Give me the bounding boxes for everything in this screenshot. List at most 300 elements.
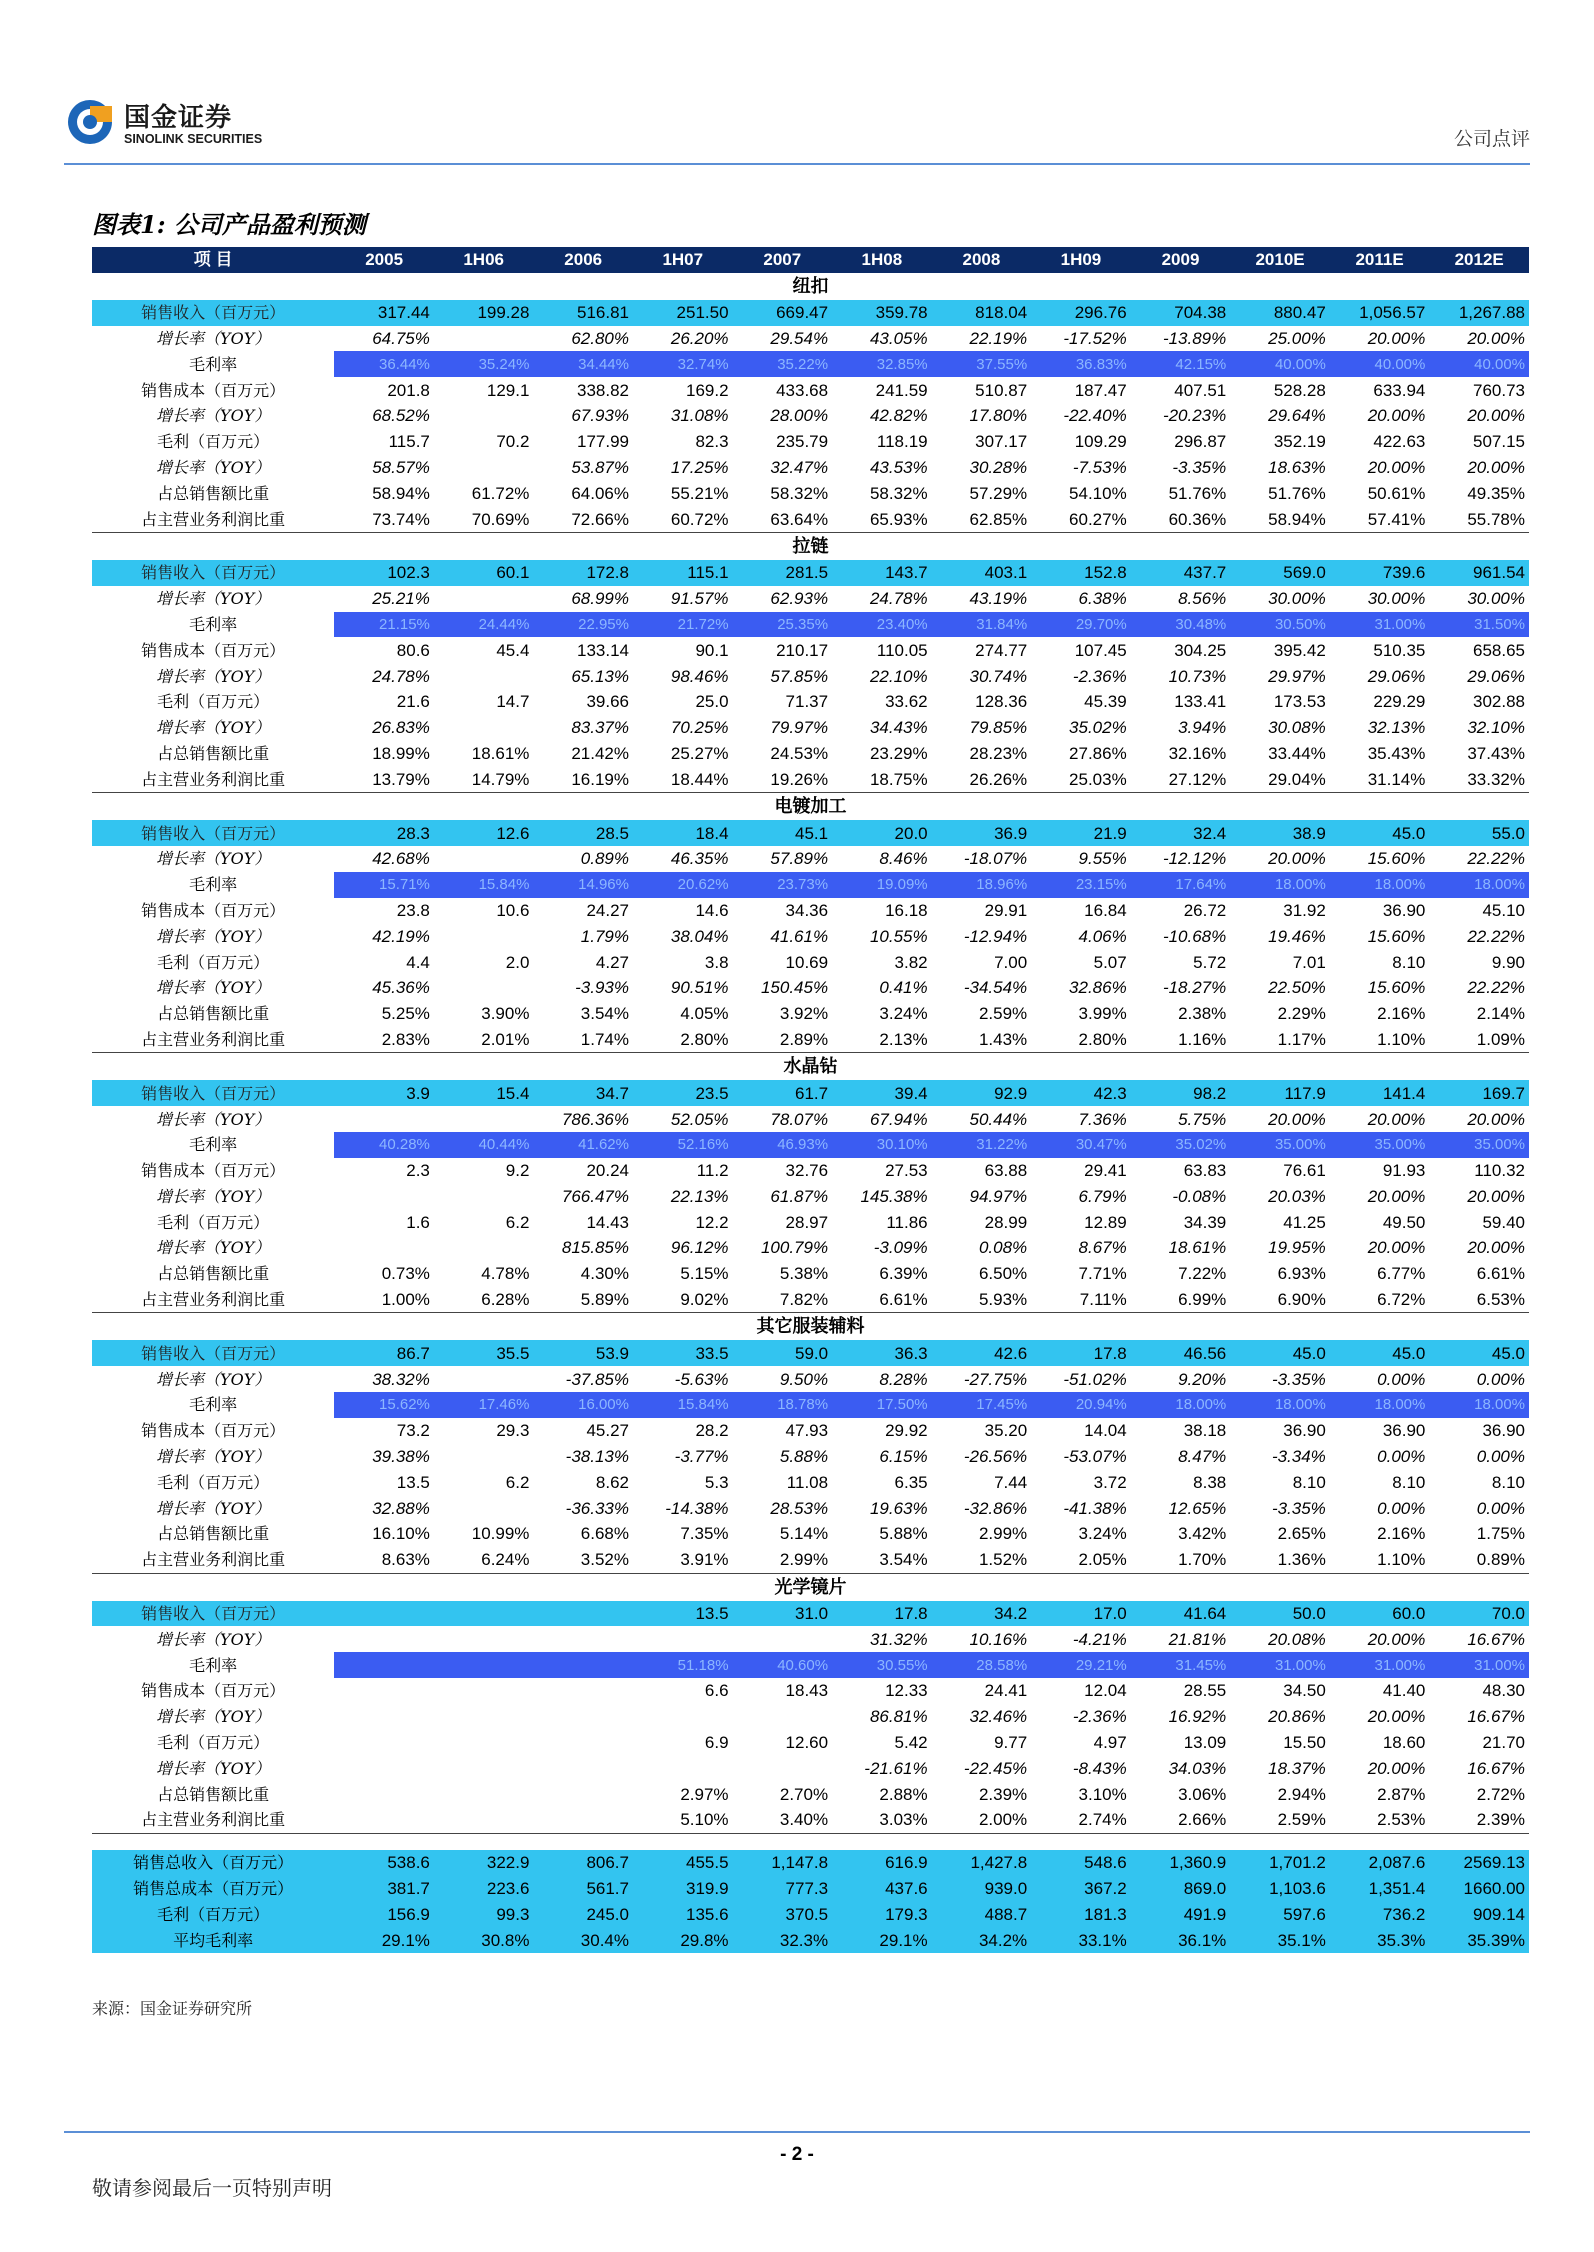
column-header-1h07: 1H07 [633, 247, 733, 273]
data-cell: 0.00% [1377, 1447, 1426, 1467]
data-cell: 17.46% [434, 1392, 534, 1418]
row-label: 毛利率 [92, 351, 334, 377]
data-cell: 42.19% [372, 926, 430, 946]
row-label: 毛利率 [92, 872, 334, 898]
data-cell: 51.76% [1168, 483, 1227, 503]
data-cell: 6.2 [505, 1472, 530, 1492]
data-cell: 24.78% [869, 589, 928, 609]
data-cell: 15.84% [633, 1392, 733, 1418]
data-cell: 31.50% [1429, 612, 1529, 638]
summary-cell: 29.8% [633, 1927, 733, 1953]
table-row [92, 1001, 1529, 1027]
table-row [92, 975, 1529, 1001]
data-cell: 67.94% [869, 1109, 928, 1129]
data-cell: 28.3 [334, 820, 434, 846]
column-header-2008: 2008 [932, 247, 1032, 273]
data-cell: 3.03% [832, 1807, 932, 1833]
table-row [92, 1261, 1529, 1287]
data-cell: 9.90 [1491, 952, 1525, 972]
data-cell: 13.79% [334, 766, 434, 792]
data-cell [434, 1184, 534, 1210]
data-cell: 9.2 [505, 1161, 530, 1181]
data-cell: 33.5 [633, 1340, 733, 1366]
data-cell: 17.80% [969, 406, 1028, 426]
data-cell: 20.00% [1367, 1707, 1426, 1727]
data-cell: 8.47% [1178, 1447, 1227, 1467]
data-cell: 31.00% [1230, 1652, 1330, 1678]
data-cell [334, 1184, 434, 1210]
summary-cell: 223.6 [434, 1876, 534, 1902]
data-cell: 28.00% [770, 406, 829, 426]
data-cell: 30.48% [1131, 612, 1231, 638]
table-row [92, 1106, 1529, 1132]
data-cell: -3.35% [1172, 457, 1227, 477]
summary-cell: 35.1% [1230, 1927, 1330, 1953]
data-cell: 24.78% [372, 666, 430, 686]
data-cell: 7.36% [1078, 1109, 1127, 1129]
data-cell: 14.6 [695, 900, 729, 920]
data-cell: -3.77% [674, 1447, 729, 1467]
data-cell: 55.0 [1429, 820, 1529, 846]
data-cell: 18.78% [733, 1392, 833, 1418]
table-row [92, 741, 1529, 767]
summary-cell: 491.9 [1131, 1901, 1231, 1927]
summary-cell: 597.6 [1230, 1901, 1330, 1927]
data-cell: 5.75% [1178, 1109, 1227, 1129]
data-cell: 2.97% [680, 1784, 729, 1804]
data-cell: -18.07% [963, 849, 1028, 869]
data-cell: 45.36% [372, 978, 430, 998]
data-cell: 42.3 [1031, 1080, 1131, 1106]
data-cell: 32.16% [1168, 743, 1227, 763]
data-cell: 510.35 [1373, 640, 1426, 660]
data-cell: 59.0 [733, 1340, 833, 1366]
data-cell: 6.53% [1429, 1287, 1529, 1313]
data-cell: 8.63% [334, 1547, 434, 1573]
data-cell: 17.50% [832, 1392, 932, 1418]
data-cell: 73.74% [334, 506, 434, 532]
summary-cell: 1,351.4 [1330, 1876, 1430, 1902]
data-cell: 7.00 [994, 952, 1028, 972]
data-cell: 40.28% [334, 1132, 434, 1158]
data-cell: 12.60 [785, 1733, 829, 1753]
section-title: 水晶钻 [783, 1056, 838, 1077]
data-cell: 20.00% [1367, 1758, 1426, 1778]
data-cell [733, 1704, 833, 1730]
row-label: 增长率（YOY） [156, 1369, 271, 1389]
data-cell: 36.83% [1031, 351, 1131, 377]
data-cell: 17.8 [832, 1601, 932, 1627]
data-cell: 34.44% [533, 351, 633, 377]
row-label: 占总销售额比重 [157, 743, 270, 763]
data-cell: 152.8 [1031, 560, 1131, 586]
document-type: 公司点评 [1453, 128, 1530, 150]
data-cell: 110.32 [1474, 1161, 1525, 1181]
summary-cell: 319.9 [633, 1876, 733, 1902]
data-cell: 36.90 [1382, 900, 1426, 920]
data-cell: -34.54% [963, 978, 1028, 998]
data-cell [334, 1755, 434, 1781]
column-header-2006: 2006 [533, 247, 633, 273]
data-cell: 8.62 [595, 1472, 629, 1492]
data-cell [533, 1781, 633, 1807]
table-row [92, 820, 1529, 846]
data-cell: 352.19 [1273, 432, 1326, 452]
data-cell: 35.00% [1429, 1132, 1529, 1158]
summary-cell: 561.7 [533, 1876, 633, 1902]
data-cell: 29.06% [1367, 666, 1426, 686]
data-cell: 8.46% [879, 849, 928, 869]
data-cell: 815.85% [561, 1238, 629, 1258]
data-cell: 30.00% [1467, 589, 1525, 609]
data-cell: 338.82 [576, 380, 629, 400]
data-cell: 2.53% [1330, 1807, 1430, 1833]
data-cell: 5.93% [932, 1287, 1032, 1313]
data-cell: 117.9 [1230, 1080, 1330, 1106]
summary-cell: 381.7 [334, 1876, 434, 1902]
data-cell: 14.43 [586, 1212, 629, 1232]
table-row [92, 403, 1529, 429]
data-cell: -22.45% [963, 1758, 1028, 1778]
data-cell: 65.93% [832, 506, 932, 532]
data-cell: 17.64% [1131, 872, 1231, 898]
data-cell: 22.19% [969, 328, 1028, 348]
data-cell: 2.65% [1277, 1524, 1326, 1544]
summary-cell: 1,360.9 [1131, 1850, 1231, 1876]
data-cell: 50.61% [1367, 483, 1426, 503]
data-cell: 0.89% [1429, 1547, 1529, 1573]
column-header-1h06: 1H06 [434, 247, 534, 273]
data-cell: 60.72% [633, 506, 733, 532]
data-cell: 29.92 [885, 1421, 928, 1441]
data-cell: 18.00% [1330, 1392, 1430, 1418]
summary-cell: 2569.13 [1429, 1850, 1529, 1876]
data-cell: 90.51% [670, 978, 729, 998]
data-cell: -3.35% [1271, 1498, 1326, 1518]
data-cell: -14.38% [665, 1498, 729, 1518]
row-label: 毛利率 [92, 612, 334, 638]
data-cell: 62.80% [571, 328, 629, 348]
data-cell: 27.12% [1131, 766, 1231, 792]
data-cell: 12.65% [1168, 1498, 1227, 1518]
data-cell: 961.54 [1429, 560, 1529, 586]
data-cell: 199.28 [434, 300, 534, 326]
footer-divider [64, 2131, 1530, 2133]
data-cell: 65.13% [571, 666, 629, 686]
data-cell: 13.5 [633, 1601, 733, 1627]
data-cell: 15.84% [434, 872, 534, 898]
data-cell: 15.71% [334, 872, 434, 898]
summary-cell: 29.1% [334, 1927, 434, 1953]
data-cell: 18.4 [633, 820, 733, 846]
data-cell: 20.00% [1268, 849, 1326, 869]
data-cell: 210.17 [776, 640, 829, 660]
data-cell: 8.38 [1193, 1472, 1227, 1492]
data-cell: 36.90 [1482, 1421, 1525, 1441]
spacer-row [92, 1833, 1529, 1850]
data-cell: 26.83% [372, 718, 430, 738]
data-cell: 10.73% [1168, 666, 1227, 686]
data-cell: 55.78% [1429, 506, 1529, 532]
data-cell [434, 1807, 534, 1833]
data-cell: 6.68% [580, 1524, 629, 1544]
data-cell: 91.57% [670, 589, 729, 609]
data-cell: 53.9 [533, 1340, 633, 1366]
data-cell: 45.10 [1482, 900, 1525, 920]
data-cell: 21.15% [334, 612, 434, 638]
data-cell: 57.29% [969, 483, 1028, 503]
data-cell: 83.37% [571, 718, 629, 738]
data-cell: 26.72 [1183, 900, 1227, 920]
data-cell: 67.93% [571, 406, 629, 426]
data-cell: 35.20 [984, 1421, 1028, 1441]
data-cell: 133.14 [576, 640, 629, 660]
data-cell: 1.09% [1429, 1027, 1529, 1053]
summary-cell: 1,427.8 [932, 1850, 1032, 1876]
spacer-cell [92, 1833, 1529, 1850]
summary-cell: 156.9 [334, 1901, 434, 1927]
data-cell: 18.00% [1429, 872, 1529, 898]
data-cell: 3.92% [779, 1004, 829, 1024]
data-cell: 61.7 [733, 1080, 833, 1106]
data-cell: -8.43% [1072, 1758, 1127, 1778]
data-cell: 23.73% [733, 872, 833, 898]
data-cell: 177.99 [576, 432, 629, 452]
data-cell: 407.51 [1174, 380, 1227, 400]
summary-cell: 777.3 [733, 1876, 833, 1902]
data-cell: 9.55% [1078, 849, 1127, 869]
data-cell: 45.4 [496, 640, 530, 660]
data-cell: 516.81 [533, 300, 633, 326]
data-cell: 128.36 [975, 692, 1028, 712]
data-cell [434, 1366, 534, 1392]
table-row [92, 1080, 1529, 1106]
data-cell [334, 1781, 434, 1807]
column-header-2011e: 2011E [1330, 247, 1430, 273]
data-cell: 22.22% [1467, 926, 1525, 946]
data-cell: 6.28% [434, 1287, 534, 1313]
data-cell: 2.83% [334, 1027, 434, 1053]
table-row [92, 1418, 1529, 1444]
data-cell: 16.92% [1168, 1707, 1227, 1727]
data-cell: 23.15% [1031, 872, 1131, 898]
data-cell: 129.1 [486, 380, 530, 400]
data-cell: 2.00% [932, 1807, 1032, 1833]
data-cell: 3.10% [1078, 1784, 1127, 1804]
data-cell: 24.41 [984, 1681, 1028, 1701]
data-cell: 2.66% [1131, 1807, 1231, 1833]
data-cell: 201.8 [387, 380, 430, 400]
data-cell: 33.44% [1268, 743, 1326, 763]
data-cell: 7.01 [1292, 952, 1326, 972]
data-cell: -2.36% [1072, 1707, 1127, 1727]
summary-cell: 437.6 [832, 1876, 932, 1902]
data-cell: 3.24% [879, 1004, 928, 1024]
data-cell: 68.52% [372, 406, 430, 426]
row-label: 增长率（YOY） [156, 1758, 271, 1778]
data-cell: -3.34% [1271, 1447, 1326, 1467]
data-cell: 1.6 [406, 1212, 430, 1232]
data-cell [434, 1678, 534, 1704]
data-cell: 72.66% [533, 506, 633, 532]
data-cell: 2.05% [1031, 1547, 1131, 1573]
data-cell [434, 1626, 534, 1652]
section-title: 纽扣 [792, 275, 829, 296]
summary-cell: 34.2% [932, 1927, 1032, 1953]
summary-cell: 806.7 [533, 1850, 633, 1876]
row-label: 占总销售额比重 [157, 1784, 270, 1804]
data-cell: 21.70 [1482, 1733, 1525, 1753]
data-cell: 86.7 [334, 1340, 434, 1366]
data-cell: 1,056.57 [1330, 300, 1430, 326]
data-cell: 1,267.88 [1429, 300, 1529, 326]
data-cell: 36.90 [1283, 1421, 1326, 1441]
data-cell: 2.39% [978, 1784, 1028, 1804]
data-cell: 60.27% [1031, 506, 1131, 532]
table-row [92, 1469, 1529, 1495]
table-row [92, 480, 1529, 506]
data-cell: 5.10% [633, 1807, 733, 1833]
data-cell: 25.21% [372, 589, 430, 609]
table-row [92, 351, 1529, 377]
data-cell: 31.14% [1330, 766, 1430, 792]
data-cell: 3.54% [832, 1547, 932, 1573]
data-cell [434, 975, 534, 1001]
summary-row [92, 1850, 1529, 1876]
data-cell: 29.41 [1084, 1161, 1127, 1181]
data-cell: 46.56 [1131, 1340, 1231, 1366]
data-cell: 5.38% [779, 1264, 829, 1284]
row-label: 增长率（YOY） [156, 1238, 271, 1258]
data-cell: 173.53 [1273, 692, 1326, 712]
table-row [92, 689, 1529, 715]
data-cell: 118.19 [876, 432, 928, 452]
data-cell: 52.16% [633, 1132, 733, 1158]
data-cell: 13.09 [1183, 1733, 1227, 1753]
data-cell [733, 1755, 833, 1781]
data-cell: 32.88% [372, 1498, 430, 1518]
data-cell: 658.65 [1473, 640, 1525, 660]
data-cell: -21.61% [864, 1758, 928, 1778]
summary-cell: 1,147.8 [733, 1850, 833, 1876]
section-title-row [92, 793, 1529, 821]
data-cell: 42.15% [1131, 351, 1231, 377]
data-cell: 107.45 [1074, 640, 1127, 660]
data-cell: 32.85% [832, 351, 932, 377]
data-cell: 7.11% [1031, 1287, 1131, 1313]
data-cell: 15.60% [1367, 926, 1426, 946]
table-row [92, 1781, 1529, 1807]
data-cell: 8.56% [1178, 589, 1227, 609]
data-cell: 8.10 [1491, 1472, 1525, 1492]
data-cell: 62.85% [932, 506, 1032, 532]
data-cell: 20.00% [1467, 1109, 1525, 1129]
data-cell: 5.15% [680, 1264, 729, 1284]
data-cell: 35.02% [1069, 718, 1127, 738]
data-cell: 70.69% [434, 506, 534, 532]
data-cell: 818.04 [932, 300, 1032, 326]
data-cell: 28.55 [1183, 1681, 1227, 1701]
data-cell [533, 1755, 633, 1781]
data-cell: 20.00% [1467, 328, 1525, 348]
data-cell: -7.53% [1072, 457, 1127, 477]
data-cell: 41.25 [1283, 1212, 1326, 1232]
data-cell: -18.27% [1162, 978, 1227, 998]
data-cell: 229.29 [1373, 692, 1426, 712]
data-cell: 32.47% [770, 457, 829, 477]
data-cell: 57.85% [770, 666, 829, 686]
data-cell: 73.2 [396, 1421, 430, 1441]
data-cell: 70.2 [496, 432, 530, 452]
data-cell: 359.78 [832, 300, 932, 326]
table-row [92, 1704, 1529, 1730]
data-cell [434, 923, 534, 949]
data-cell: 32.74% [633, 351, 733, 377]
table-row [92, 1287, 1529, 1313]
data-cell: 21.81% [1168, 1629, 1227, 1649]
data-cell: 10.16% [969, 1629, 1028, 1649]
data-cell: 28.2 [695, 1421, 729, 1441]
data-cell: 235.79 [776, 432, 829, 452]
data-cell: 52.05% [670, 1109, 729, 1129]
data-cell: 96.12% [670, 1238, 729, 1258]
data-cell: 510.87 [975, 380, 1028, 400]
data-cell: 2.14% [1476, 1004, 1525, 1024]
section-title: 其它服装辅料 [756, 1316, 865, 1337]
data-cell: 5.3 [704, 1472, 729, 1492]
data-cell: 27.53 [885, 1161, 928, 1181]
table-row [92, 766, 1529, 792]
summary-cell: 30.4% [533, 1927, 633, 1953]
data-cell: 34.7 [533, 1080, 633, 1106]
data-cell: 2.0 [505, 952, 530, 972]
data-cell: 2.80% [1031, 1027, 1131, 1053]
data-cell: 15.60% [1367, 849, 1426, 869]
data-cell: 90.1 [695, 640, 729, 660]
data-cell [334, 1235, 434, 1261]
logo-chinese-name: 国金证券 [124, 103, 233, 133]
data-cell: 17.25% [670, 457, 729, 477]
data-cell: 20.00% [1367, 1238, 1426, 1258]
data-cell: 2.38% [1178, 1004, 1227, 1024]
data-cell: 0.00% [1476, 1447, 1525, 1467]
summary-cell: 245.0 [533, 1901, 633, 1927]
row-label: 销售收入（百万元） [92, 300, 334, 326]
data-cell: 7.82% [733, 1287, 833, 1313]
data-cell: 70.25% [670, 718, 729, 738]
data-cell: -12.12% [1162, 849, 1227, 869]
data-cell: 64.06% [571, 483, 629, 503]
summary-cell: 99.3 [434, 1901, 534, 1927]
data-cell: 2.99% [978, 1524, 1028, 1544]
data-cell: 633.94 [1373, 380, 1426, 400]
data-cell [434, 1730, 534, 1756]
data-cell: 9.50% [779, 1369, 829, 1389]
data-cell: 16.67% [1467, 1758, 1525, 1778]
data-cell: -2.36% [1072, 666, 1127, 686]
data-cell: 7.71% [1078, 1264, 1127, 1284]
data-cell: 49.50 [1382, 1212, 1426, 1232]
table-row [92, 663, 1529, 689]
data-cell: 5.72 [1193, 952, 1227, 972]
header-divider [64, 163, 1530, 165]
data-cell: 57.89% [770, 849, 829, 869]
data-cell: 63.83 [1183, 1161, 1227, 1181]
data-cell: 2.74% [1031, 1807, 1131, 1833]
data-cell: 19.63% [869, 1498, 928, 1518]
data-cell: 34.03% [1168, 1758, 1227, 1778]
data-cell: 16.00% [533, 1392, 633, 1418]
